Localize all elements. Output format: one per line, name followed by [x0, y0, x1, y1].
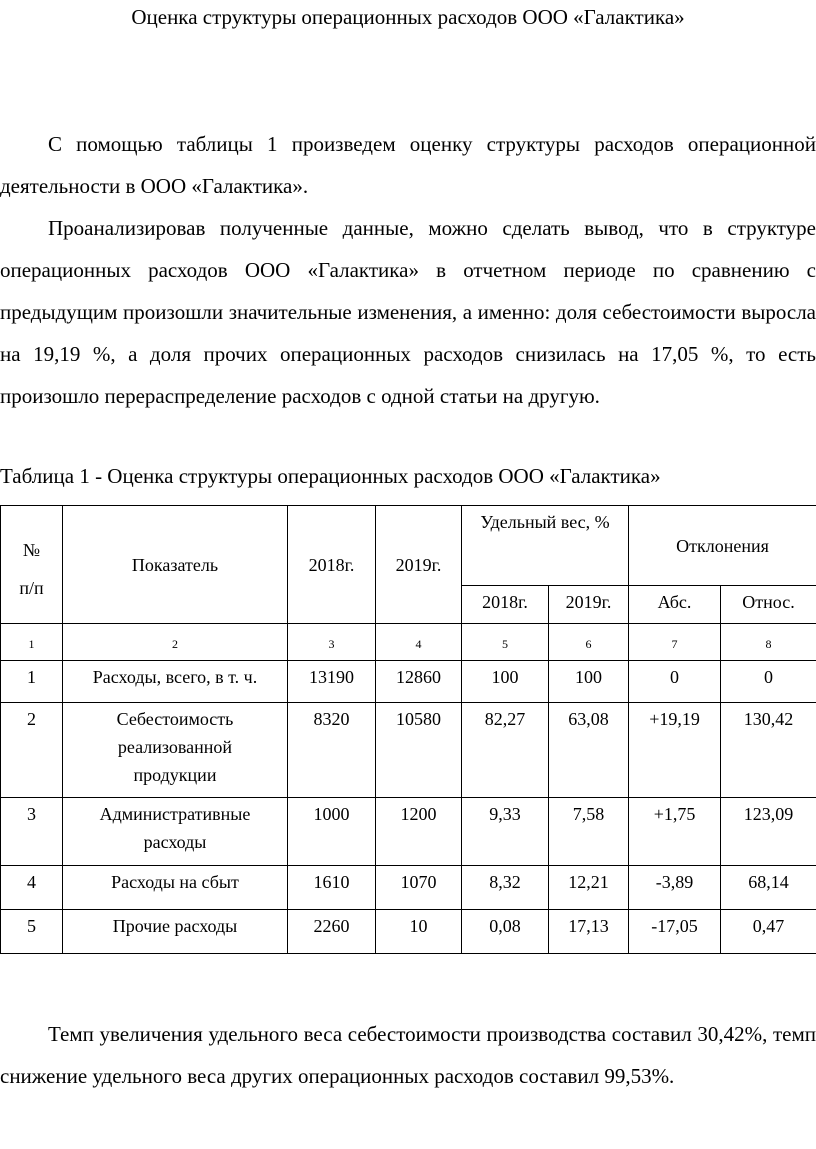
column-number: 2	[63, 624, 288, 661]
cell-deviation-rel: 130,42	[721, 703, 816, 798]
header-share-2019: 2019г.	[549, 586, 629, 624]
cell-deviation-abs: 0	[629, 661, 721, 703]
paragraph-conclusion: Темп увеличения удельного веса себестоимости производства составил 30,42%, темп снижение удельного веса других операционных расходов составил 99,53%.	[0, 1022, 816, 1088]
cell-value-2018: 2260	[288, 910, 376, 954]
table-row	[1, 661, 816, 703]
column-number: 5	[462, 624, 549, 661]
cell-value-2019: 10580	[376, 703, 462, 798]
cell-deviation-rel: 0	[721, 661, 816, 703]
cell-share-2018: 0,08	[462, 910, 549, 954]
cell-value-2019: 12860	[376, 661, 462, 703]
cell-share-2019: 17,13	[549, 910, 629, 954]
cell-value-2018: 1000	[288, 798, 376, 866]
column-number: 4	[376, 624, 462, 661]
table-caption: Таблица 1 - Оценка структуры операционных расходов ООО «Галактика»	[0, 464, 661, 488]
cell-share-2019: 63,08	[549, 703, 629, 798]
header-year-2019: 2019г.	[376, 506, 462, 624]
header-share-2018: 2018г.	[462, 586, 549, 624]
column-number: 7	[629, 624, 721, 661]
cell-indicator: Расходы, всего, в т. ч.	[63, 661, 288, 703]
cell-share-2019: 7,58	[549, 798, 629, 866]
table-row	[1, 910, 816, 954]
cell-value-2018: 13190	[288, 661, 376, 703]
header-share: Удельный вес, %	[462, 506, 629, 586]
column-number: 6	[549, 624, 629, 661]
cell-value-2019: 10	[376, 910, 462, 954]
header-row-number	[1, 506, 63, 624]
cell-indicator: Прочие расходы	[63, 910, 288, 954]
cell-number: 5	[1, 910, 63, 954]
cell-deviation-rel: 0,47	[721, 910, 816, 954]
cell-number: 3	[1, 798, 63, 866]
cell-number: 2	[1, 703, 63, 798]
header-number-abbr: п/п	[19, 577, 44, 598]
cell-value-2018: 1610	[288, 866, 376, 910]
cell-indicator: Расходы на сбыт	[63, 866, 288, 910]
cell-deviation-abs: -3,89	[629, 866, 721, 910]
column-number: 3	[288, 624, 376, 661]
cell-share-2018: 9,33	[462, 798, 549, 866]
cell-share-2019: 12,21	[549, 866, 629, 910]
table-row	[1, 703, 816, 798]
document-title: Оценка структуры операционных расходов ООО «Галактика»	[131, 5, 685, 29]
cell-deviation-abs: +19,19	[629, 703, 721, 798]
cell-share-2019: 100	[549, 661, 629, 703]
column-number: 8	[721, 624, 816, 661]
cell-value-2019: 1200	[376, 798, 462, 866]
header-deviations: Отклонения	[629, 506, 816, 586]
table-header-row-1	[1, 506, 816, 586]
cell-value-2018: 8320	[288, 703, 376, 798]
table-row	[1, 798, 816, 866]
cell-deviation-abs: +1,75	[629, 798, 721, 866]
paragraph-analysis: Проанализировав полученные данные, можно сделать вывод, что в структуре операционных расходов ООО «Галактика» в отчетном периоде по сравнению с предыдущим произошли значительные изменения, а именно: доля себестоимости выросла на 19,19 %, а доля прочих операционных расходов снизилась на 17,05 %, то есть произошло перераспределение расходов с одной статьи на другую.	[0, 216, 816, 408]
cell-number: 4	[1, 866, 63, 910]
table-body	[1, 661, 816, 954]
column-number-row	[1, 624, 816, 661]
cell-deviation-abs: -17,05	[629, 910, 721, 954]
cell-deviation-rel: 68,14	[721, 866, 816, 910]
table-row	[1, 866, 816, 910]
header-deviation-rel: Относ.	[721, 586, 816, 624]
cell-indicator: Административные расходы	[63, 798, 288, 866]
column-number: 1	[1, 624, 63, 661]
cell-number: 1	[1, 661, 63, 703]
expense-structure-table	[0, 505, 816, 954]
cell-indicator: Себестоимость реализованной продукции	[63, 703, 288, 798]
cell-share-2018: 100	[462, 661, 549, 703]
header-number-sign: №	[22, 539, 41, 560]
cell-share-2018: 8,32	[462, 866, 549, 910]
paragraph-intro: С помощью таблицы 1 произведем оценку структуры расходов операционной деятельности в ООО «Галактика».	[0, 132, 816, 198]
header-year-2018: 2018г.	[288, 506, 376, 624]
header-deviation-abs: Абс.	[629, 586, 721, 624]
header-indicator: Показатель	[63, 506, 288, 624]
table-header	[1, 506, 816, 661]
cell-value-2019: 1070	[376, 866, 462, 910]
cell-share-2018: 82,27	[462, 703, 549, 798]
cell-deviation-rel: 123,09	[721, 798, 816, 866]
